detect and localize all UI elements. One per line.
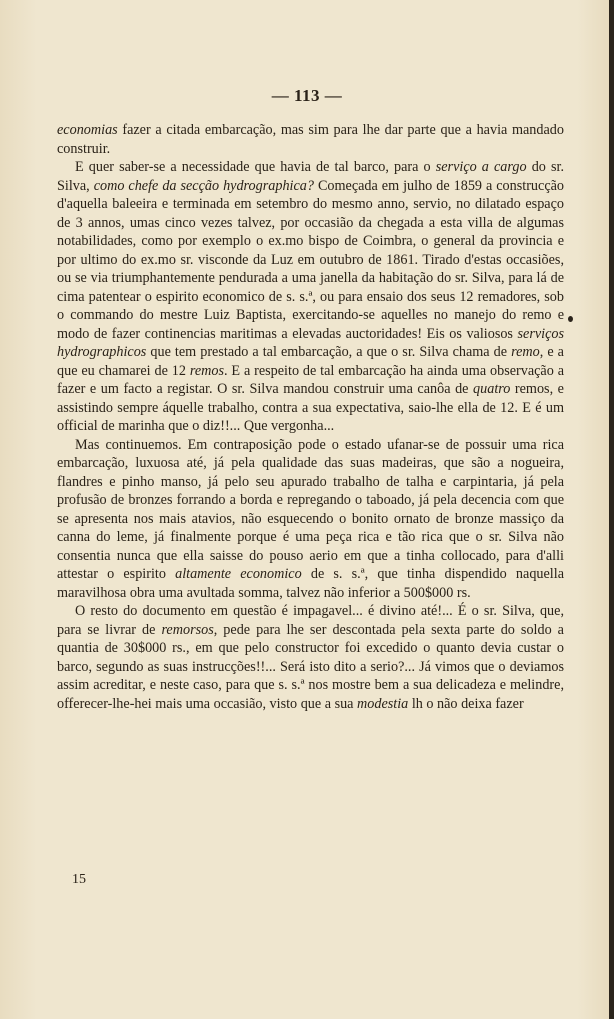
body-text bbox=[57, 121, 564, 713]
page-edge-shadow bbox=[609, 0, 614, 1019]
italic-phrase: economias bbox=[57, 122, 118, 138]
text-run: E quer saber-se a necessidade que havia de tal barco, para o bbox=[75, 159, 436, 175]
paragraph bbox=[57, 436, 564, 603]
text-run: , e a que eu chamarei de 12 bbox=[57, 344, 564, 379]
paragraph bbox=[57, 602, 564, 713]
text-run: . E a respeito de tal embarcação ha ainda uma observação a fazer e um facto a registar. O sr. Silva mandou construir uma canôa de bbox=[57, 362, 564, 397]
paragraph bbox=[57, 158, 564, 436]
italic-phrase: serviços hydrographicos bbox=[57, 325, 564, 360]
italic-phrase: altamente economico bbox=[175, 566, 302, 582]
text-run: fazer a citada embarcação, mas sim para lhe dar parte que a havia mandado construir. bbox=[57, 122, 564, 157]
ink-spot bbox=[568, 316, 573, 322]
italic-phrase: modestia bbox=[357, 695, 409, 712]
text-run: , pede para lhe ser descontada pela sexta parte do soldo a quantia de 30$000 rs., em que pelo constructor foi excedido o quanto devia custar o barco, segundo as suas instrucções!!... Será isto dito a serio?... Já vimos que o deviamos assim acreditar, e neste caso, para que s. s.ª nos mostre bem a sua delicadeza e melindre, offerecer-lhe-hei mais uma occasião, visto que a sua bbox=[57, 621, 564, 712]
text-run: lh o não deixa fazer bbox=[408, 695, 524, 712]
signature-mark: 15 bbox=[72, 872, 86, 887]
italic-phrase: como chefe da secção hydrographica? bbox=[93, 177, 314, 194]
text-run: de s. s.ª, que tinha dispendido naquella maravilhosa obra uma avultada somma, talvez não inferior a 500$000 rs. bbox=[57, 566, 564, 601]
italic-phrase: serviço a cargo bbox=[435, 159, 527, 175]
text-run: que tem prestado a tal embarcação, a que o sr. Silva chama de bbox=[146, 344, 512, 360]
text-run: do sr. Silva, bbox=[57, 159, 565, 194]
paragraph bbox=[57, 121, 564, 158]
italic-phrase: remos bbox=[189, 362, 224, 379]
page-number: — 113 — bbox=[271, 86, 343, 105]
italic-phrase: remo bbox=[511, 344, 540, 360]
italic-phrase: quatro bbox=[473, 381, 511, 397]
text-run: Mas continuemos. Em contraposição pode o estado ufanar-se de possuir uma rica embarcação, luxuosa até, já pela qualidade das suas madeiras, que são a nogueira, flandres e pinho manso, já pelo seu apurado trabalho de talha e carpintaria, já pela profusão de bronzes forrando a borda e repregando o taboado, já pela decencia com que se apresenta nos mais atavios, não esquecendo o bonito ornato de bronze massiço da canna do leme, já finalmente porque é uma peça rica e tão rica que o sr. Silva não consentia nunca que ella saisse do pouso aerio em que a tinha collocado, para d'alli attestar o espirito bbox=[57, 436, 564, 582]
text-run: remos, e assistindo sempre áquelle trabalho, contra a sua expectativa, saio-lhe ella de 12. E é um official de marinha que o diz!!... Que vergonha... bbox=[57, 381, 564, 434]
text-run: O resto do documento em questão é impagavel... é divino até!... É o sr. Silva, que, para se livrar de bbox=[57, 603, 564, 638]
text-run: Começada em julho de 1859 a construcção d'aquella baleeira e terminada em setembro do mesmo anno, servio, no dilatado espaço de 3 annos, umas cinco vezes talvez, por occasião da chegada a esta villa de algumas notabilidades, como por exemplo o ex.mo bispo de Coimbra, o general da provincia e por ultimo do ex.mo sr. visconde da Luz em outubro de 1861. Tirado d'estas occasiões, ou se via triumphantemente pendurada a uma janella da habitação do sr. Silva, para lá de cima patentear o espirito economico de s. s.ª, ou para ensaio dos seus 12 remadores, sob o commando do mestre Luiz Baptista, exercitando-se aquelles no manejo do remo e modo de fazer continencias maritimas a elevadas auctoridades! Eis os valiosos bbox=[57, 177, 565, 342]
italic-phrase: remorsos bbox=[161, 621, 214, 638]
